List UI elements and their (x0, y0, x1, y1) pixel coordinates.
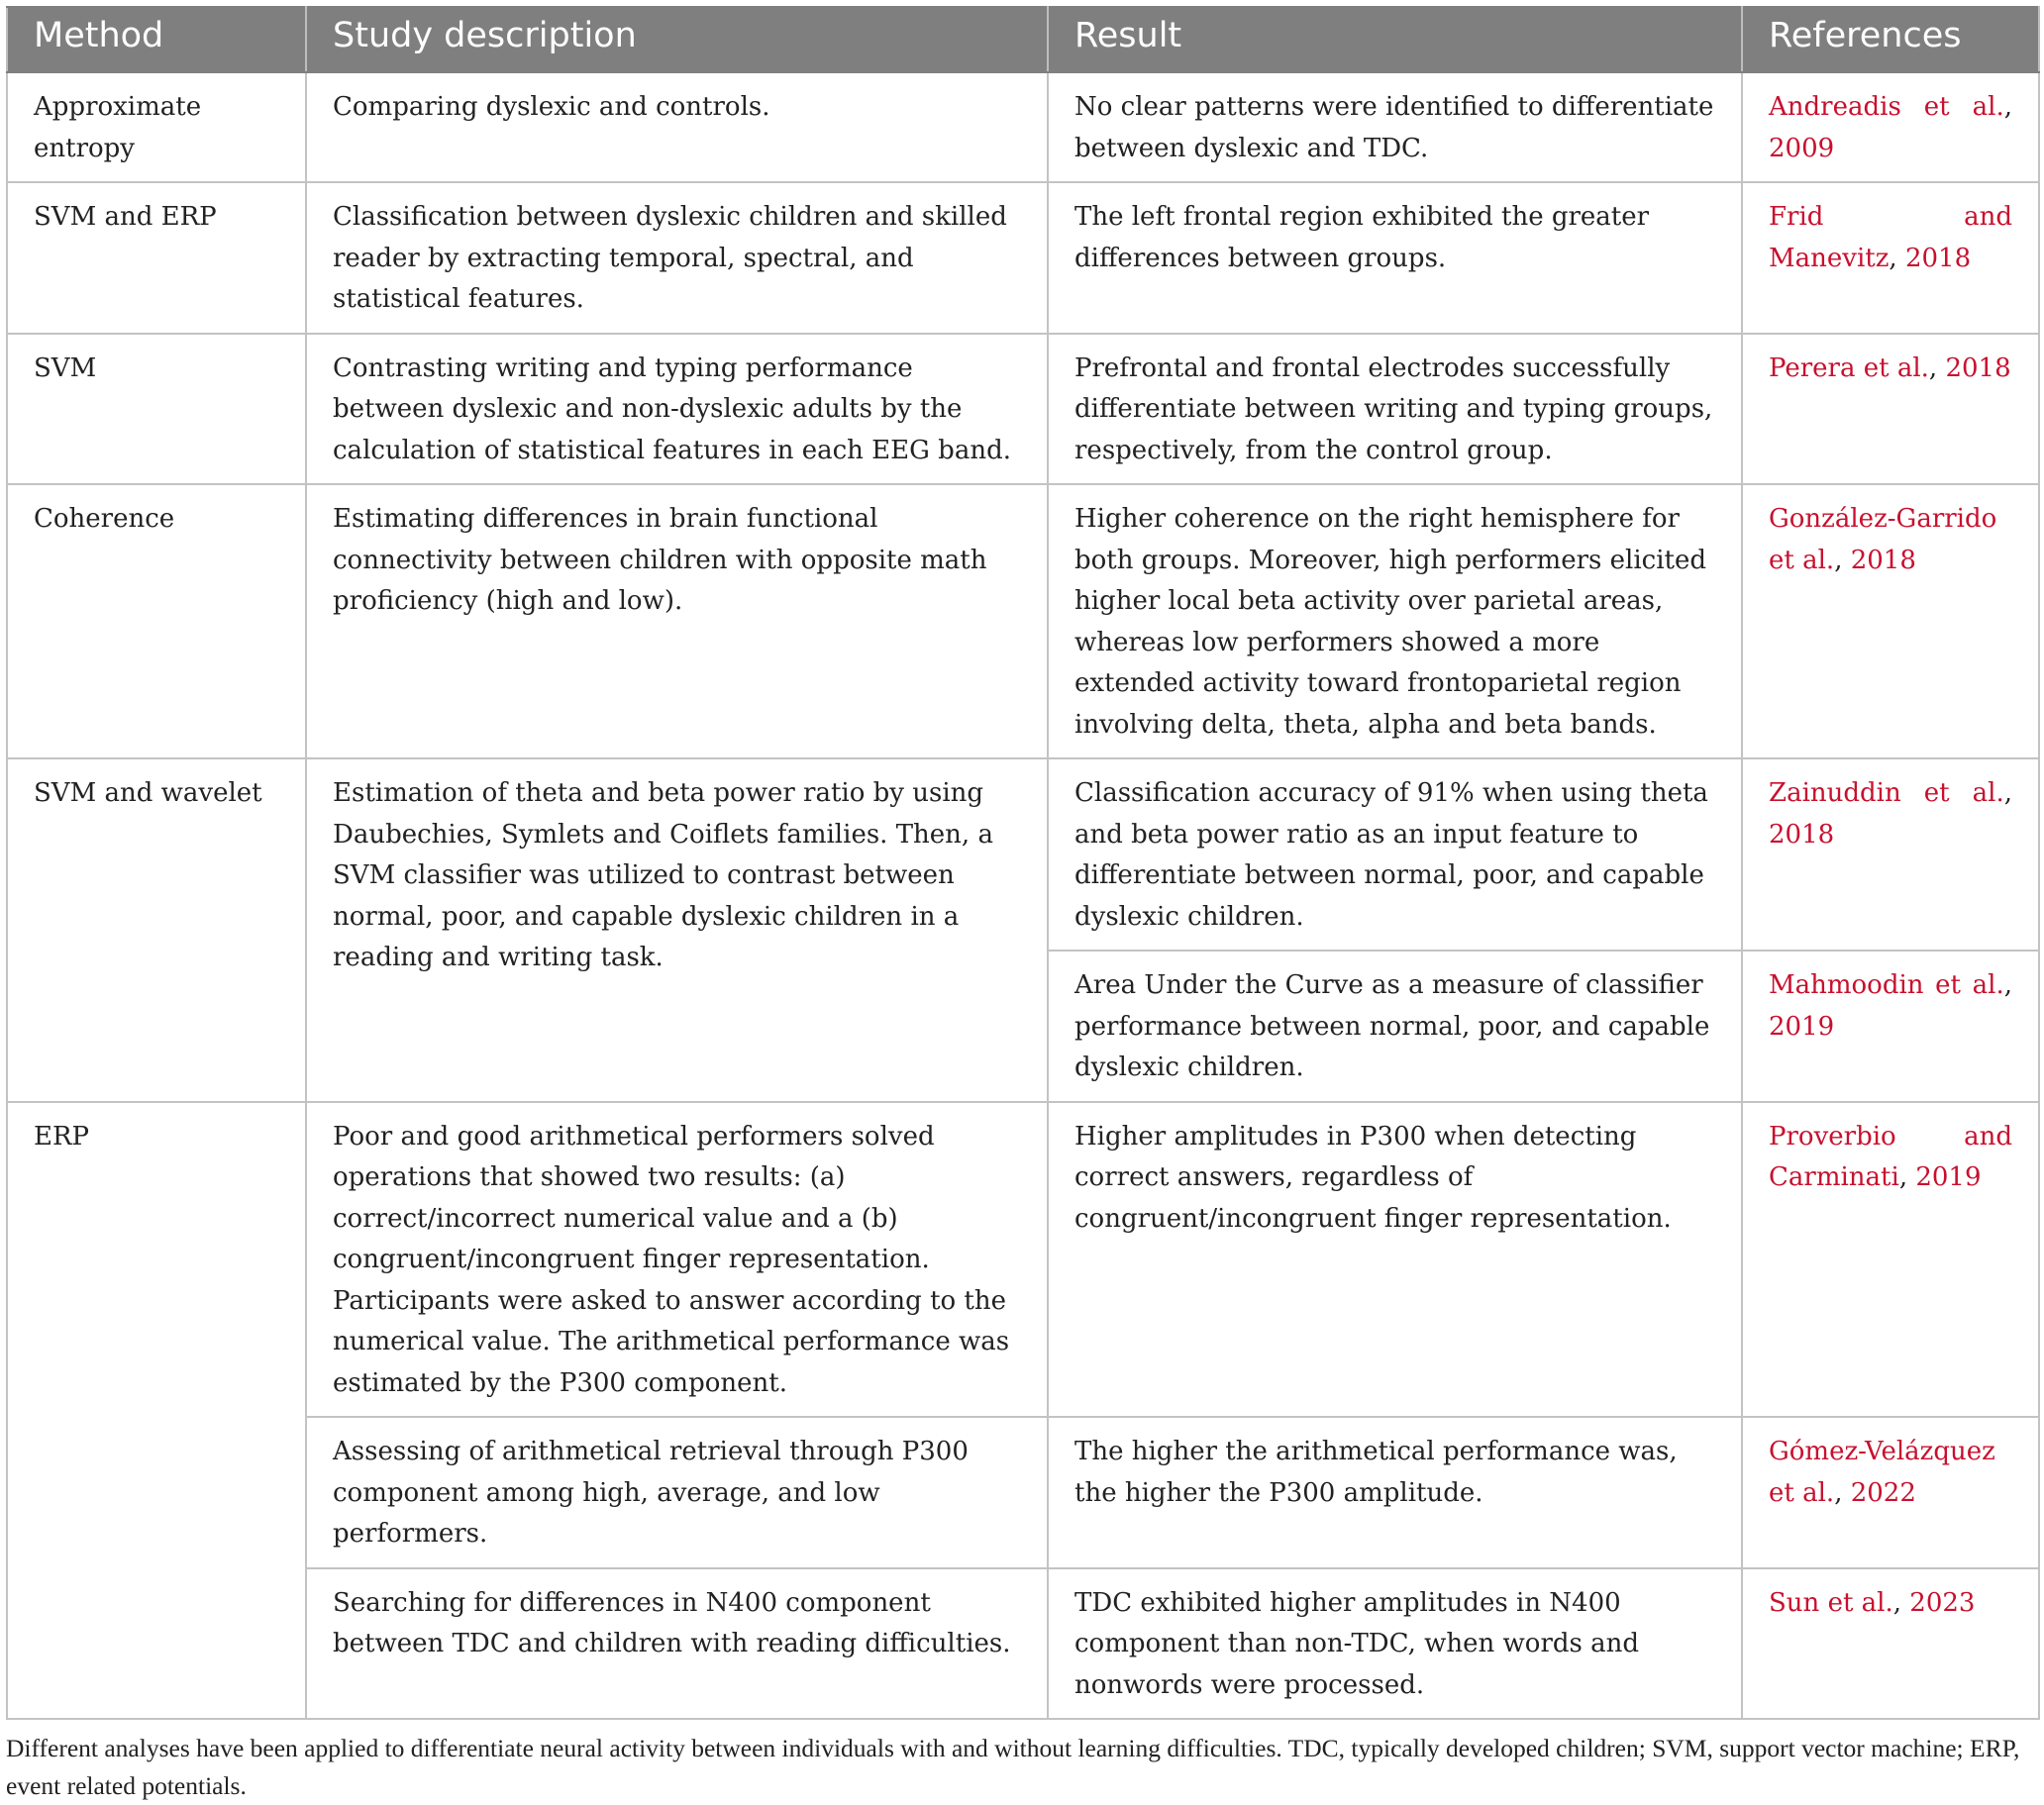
reference-link[interactable]: Andreadis et al., 2009 (1769, 92, 2012, 163)
table-row (7, 484, 2039, 758)
reference-link[interactable]: Perera et al., 2018 (1769, 352, 2011, 383)
result-cell: Classification accuracy of 91% when using theta and beta power ratio as an input feature to differentiate between normal, poor, and capable dyslexic children. (1048, 758, 1742, 951)
reference-link[interactable]: Mahmoodin et al., 2019 (1769, 970, 2012, 1042)
method-cell: Approximate entropy (7, 72, 306, 182)
reference-authors: Frid and Manevitz (1769, 202, 2012, 273)
header-row (7, 7, 2039, 72)
studies-table (6, 6, 2040, 1720)
description-cell: Contrasting writing and typing performance between dyslexic and non-dyslexic adults by the calculation of statistical features in each EEG band. (306, 334, 1048, 485)
reference-cell (1742, 1102, 2039, 1418)
reference-year: 2019 (1915, 1162, 1982, 1192)
table-footnote: Different analyses have been applied to differentiate neural activity between individuals with and without learning difficulties. TDC, typically developed children; SVM, support vector machine; ERP, event related potentials. (6, 1734, 2020, 1800)
table-container (6, 6, 2038, 1805)
reference-link[interactable]: Zainuddin et al., 2018 (1769, 778, 2012, 850)
reference-cell (1742, 484, 2039, 758)
reference-year: 2018 (1850, 545, 1916, 575)
table-row (7, 182, 2039, 334)
result-cell: TDC exhibited higher amplitudes in N400 component than non-TDC, when words and nonwords were processed. (1048, 1568, 1742, 1720)
reference-authors: Mahmoodin et al. (1769, 970, 2004, 1000)
reference-cell (1742, 1568, 2039, 1720)
reference-authors: González-Garrido et al. (1769, 504, 1997, 575)
table-row (7, 72, 2039, 182)
reference-link[interactable]: González-Garrido et al., 2018 (1769, 504, 1997, 575)
header-method: Method (7, 7, 306, 72)
description-cell: Estimating differences in brain functional connectivity between children with opposite math proficiency (high and low). (306, 484, 1048, 758)
reference-authors: Proverbio and Carminati (1769, 1121, 2012, 1192)
result-cell: Higher amplitudes in P300 when detecting correct answers, regardless of congruent/incongruent finger representation. (1048, 1102, 1742, 1418)
result-cell: Area Under the Curve as a measure of classifier performance between normal, poor, and capable dyslexic children. (1048, 951, 1742, 1102)
result-cell: Higher coherence on the right hemisphere for both groups. Moreover, high performers elicited higher local beta activity over parietal areas, whereas low performers showed a more extended activity toward frontoparietal region involving delta, theta, alpha and beta bands. (1048, 484, 1742, 758)
result-cell: Prefrontal and frontal electrodes successfully differentiate between writing and typing groups, respectively, from the control group. (1048, 334, 1742, 485)
description-cell: Searching for differences in N400 component between TDC and children with reading difficulties. (306, 1568, 1048, 1720)
reference-year: 2022 (1850, 1477, 1916, 1508)
description-cell: Estimation of theta and beta power ratio by using Daubechies, Symlets and Coiflets families. Then, a SVM classifier was utilized to contrast between normal, poor, and capable dyslexic children in a reading and writing task. (306, 758, 1048, 1102)
result-cell: No clear patterns were identified to differentiate between dyslexic and TDC. (1048, 72, 1742, 182)
method-cell: SVM and ERP (7, 182, 306, 334)
header-references: References (1742, 7, 2039, 72)
reference-year: 2018 (1945, 352, 2011, 383)
reference-link[interactable]: Frid and Manevitz, 2018 (1769, 202, 2012, 273)
table-row (7, 1568, 2039, 1720)
reference-authors: Andreadis et al. (1769, 92, 2004, 122)
method-cell: SVM (7, 334, 306, 485)
reference-year: 2019 (1769, 1011, 1835, 1042)
description-cell: Comparing dyslexic and controls. (306, 72, 1048, 182)
reference-cell (1742, 1417, 2039, 1568)
reference-link[interactable]: Gómez-Velázquez et al., 2022 (1769, 1437, 1995, 1508)
reference-year: 2018 (1769, 819, 1835, 850)
description-cell: Classification between dyslexic children and skilled reader by extracting temporal, spectral, and statistical features. (306, 182, 1048, 334)
reference-year: 2009 (1769, 133, 1835, 163)
description-cell: Poor and good arithmetical performers solved operations that showed two results: (a) correct/incorrect numerical value and a (b) congruent/incongruent finger representation. Participants were asked to answer according to the numerical value. The arithmetical performance was estimated by the P300 component. (306, 1102, 1048, 1418)
method-cell: SVM and wavelet (7, 758, 306, 1102)
reference-cell (1742, 72, 2039, 182)
reference-cell (1742, 182, 2039, 334)
reference-link[interactable]: Proverbio and Carminati, 2019 (1769, 1121, 2012, 1192)
reference-cell (1742, 951, 2039, 1102)
table-row (7, 1417, 2039, 1568)
method-cell: Coherence (7, 484, 306, 758)
table-row (7, 334, 2039, 485)
reference-cell (1742, 334, 2039, 485)
header-result: Result (1048, 7, 1742, 72)
method-cell: ERP (7, 1102, 306, 1720)
description-cell: Assessing of arithmetical retrieval through P300 component among high, average, and low performers. (306, 1417, 1048, 1568)
reference-authors: Perera et al. (1769, 352, 1929, 383)
reference-authors: Sun et al. (1769, 1587, 1893, 1618)
header-study-description: Study description (306, 7, 1048, 72)
table-row (7, 1102, 2039, 1418)
reference-authors: Gómez-Velázquez et al. (1769, 1437, 1995, 1508)
reference-link[interactable]: Sun et al., 2023 (1769, 1587, 1976, 1618)
result-cell: The higher the arithmetical performance was, the higher the P300 amplitude. (1048, 1417, 1742, 1568)
result-cell: The left frontal region exhibited the greater differences between groups. (1048, 182, 1742, 334)
table-row (7, 758, 2039, 951)
reference-authors: Zainuddin et al. (1769, 778, 2004, 808)
reference-cell (1742, 758, 2039, 951)
reference-year: 2018 (1904, 243, 1972, 273)
reference-year: 2023 (1909, 1587, 1976, 1618)
